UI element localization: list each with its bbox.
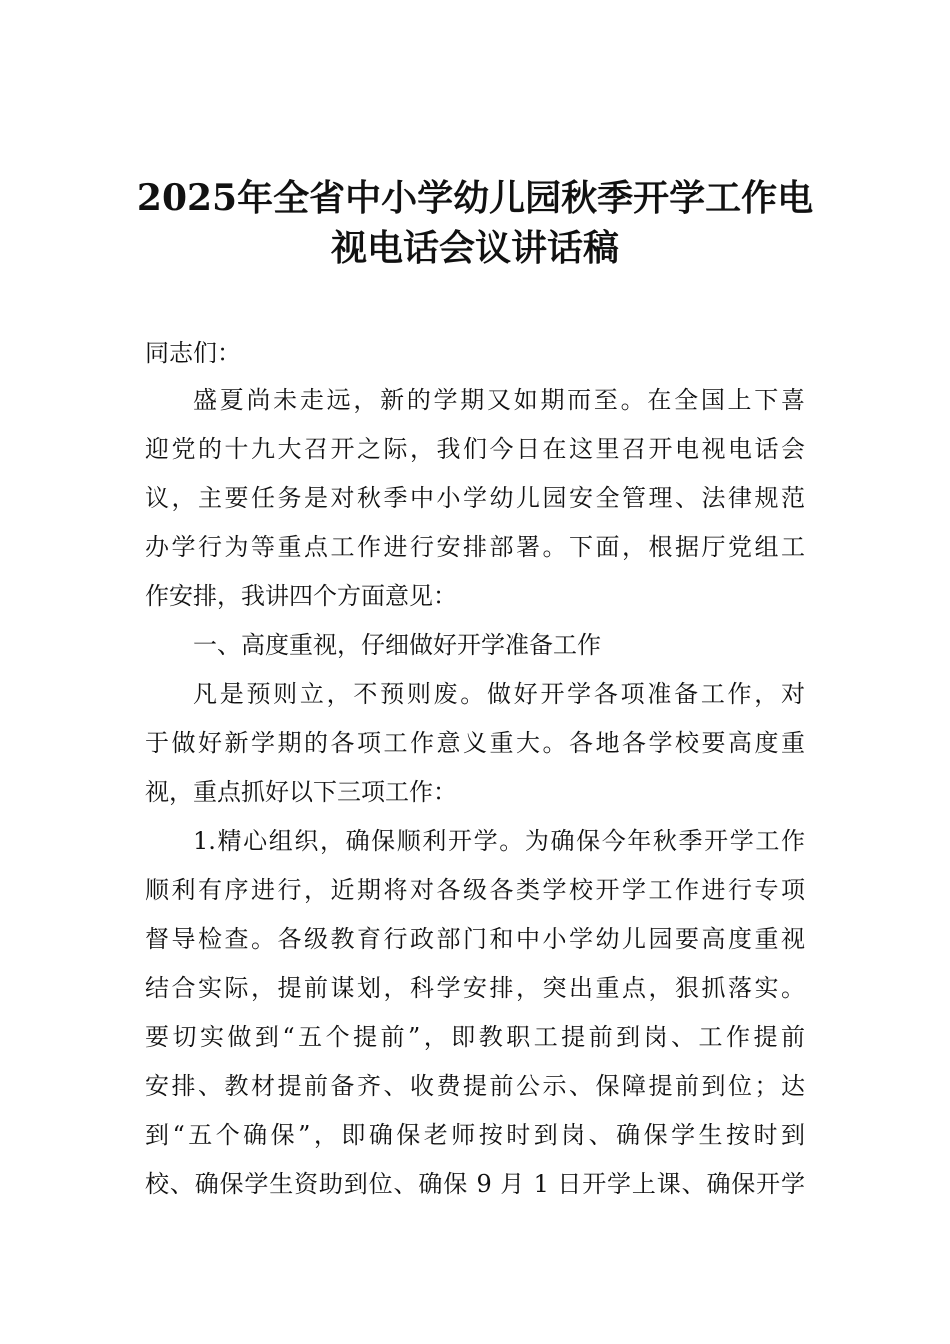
greeting: 同志们： (145, 339, 241, 367)
body-line: 迎党的十九大召开之际，我们今日在这里召开电视电话会 (145, 435, 805, 463)
document-title-line-1: 2025年全省中小学幼儿园秋季开学工作电 (136, 177, 814, 219)
body-line: 顺利有序进行，近期将对各级各类学校开学工作进行专项 (145, 876, 805, 904)
section-heading: 一、高度重视，仔细做好开学准备工作 (193, 631, 601, 659)
body-line: 校、确保学生资助到位、确保 9 月 1 日开学上课、确保开学 (145, 1170, 805, 1198)
body-line: 督导检查。各级教育行政部门和中小学幼儿园要高度重视 (145, 925, 805, 953)
body-line: 要切实做到“五个提前”，即教职工提前到岗、工作提前 (145, 1023, 805, 1051)
body-line: 办学行为等重点工作进行安排部署。下面，根据厅党组工 (145, 533, 805, 561)
body-line: 到“五个确保”，即确保老师按时到岗、确保学生按时到 (145, 1121, 805, 1149)
body-line: 结合实际，提前谋划，科学安排，突出重点，狠抓落实。 (145, 974, 805, 1002)
body-line: 盛夏尚未走远，新的学期又如期而至。在全国上下喜 (193, 386, 805, 414)
body-line: 1.精心组织，确保顺利开学。为确保今年秋季开学工作 (193, 827, 805, 855)
document-title-line-2: 视电话会议讲话稿 (330, 227, 619, 269)
body-line: 视，重点抓好以下三项工作： (145, 778, 457, 806)
body-line: 议，主要任务是对秋季中小学幼儿园安全管理、法律规范 (145, 484, 805, 512)
body-line: 安排、教材提前备齐、收费提前公示、保障提前到位；达 (145, 1072, 805, 1100)
body-line: 凡是预则立，不预则废。做好开学各项准备工作，对 (193, 680, 805, 708)
body-line: 于做好新学期的各项工作意义重大。各地各学校要高度重 (145, 729, 805, 757)
body-line: 作安排，我讲四个方面意见： (145, 582, 457, 610)
